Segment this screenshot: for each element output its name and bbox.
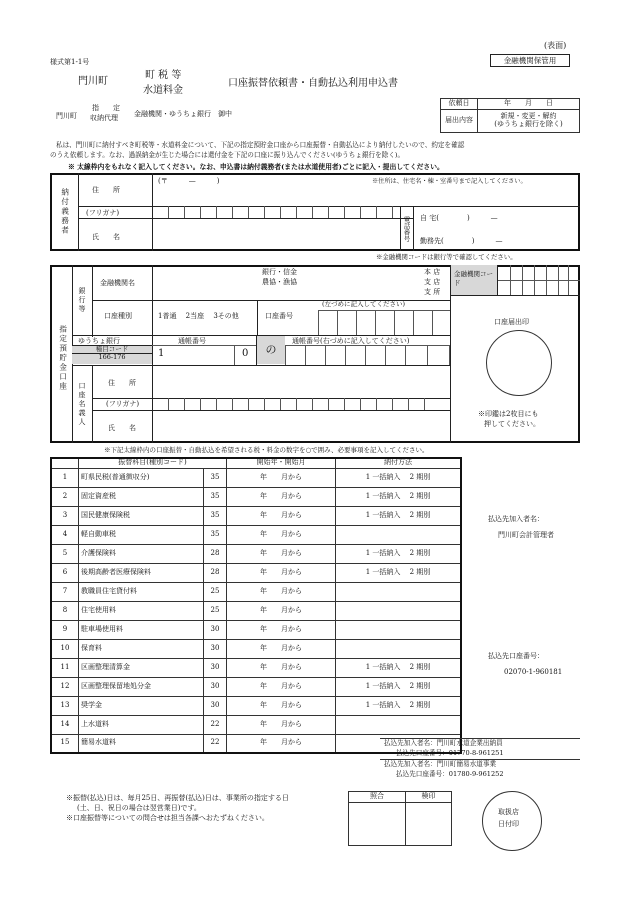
- row-no: 10: [51, 639, 79, 658]
- bank-code-note: ※金融機関コードは銀行等で確認してください。: [376, 253, 517, 261]
- row-start[interactable]: 年 月から: [227, 620, 336, 639]
- table-row: [51, 544, 461, 563]
- account-section-label: 指定預貯金口座: [58, 324, 68, 392]
- left-note: (左づめに記入してください): [322, 300, 406, 308]
- intro-line-2: のうえ依頼します。なお、過誤納金が生じた場合には還付金を下記の口座に振り込んでください(ゆうちょ銀行を除く)。: [50, 151, 405, 159]
- bank-side-label: 銀行等: [78, 286, 87, 314]
- seal-label: 口座届出印: [494, 318, 529, 326]
- row-code: 35: [204, 468, 227, 487]
- town-name: 門川町: [78, 76, 108, 87]
- yucho-right-note: 通帳番号(右づめに記入してください): [292, 337, 410, 345]
- bank-name-label: 金融機関名: [100, 279, 135, 287]
- intro-line-1: 私は、門川町に納付すべき町税等・水道料金について、下記の指定預貯金口座から口座振替・自動払込により納付したいので、約定を確認: [56, 141, 465, 149]
- bank-types-1: 銀行・信金: [262, 268, 297, 276]
- row-method[interactable]: 1 一括納入 2 期別: [336, 658, 462, 677]
- kind-code-label: 種目コード: [72, 345, 152, 354]
- payer-addr-note: ※住所は、住宅名・棟・室番号まで記入してください。: [372, 178, 527, 185]
- yucho-no-right-grid[interactable]: [285, 345, 450, 365]
- table-row: [51, 677, 461, 696]
- row-code: 30: [204, 639, 227, 658]
- row-start[interactable]: 年 月から: [227, 506, 336, 525]
- collector-role-2: 収納代理: [90, 114, 118, 122]
- row-start[interactable]: 年 月から: [227, 601, 336, 620]
- row-method: [336, 639, 462, 658]
- row-no: 9: [51, 620, 79, 639]
- table-row: [51, 525, 461, 544]
- row-start[interactable]: 年 月から: [227, 715, 336, 734]
- row-subject[interactable]: 国民健康保険税: [79, 506, 204, 525]
- row-method: [336, 601, 462, 620]
- row-start[interactable]: 年 月から: [227, 658, 336, 677]
- row-method[interactable]: 1 一括納入 2 期別: [336, 487, 462, 506]
- submit-value-1[interactable]: 新規・変更・解約: [500, 112, 557, 121]
- footer-line-1: ※振替(払込)日は、毎月25日、再振替(払込)日は、事業所の指定する日: [66, 794, 289, 802]
- check-cell[interactable]: [349, 803, 406, 846]
- seal-circle[interactable]: [486, 330, 552, 396]
- branch-2: 支 店: [424, 278, 441, 286]
- row-no: 14: [51, 715, 79, 734]
- row-subject[interactable]: 簡易水道料: [79, 734, 204, 753]
- kind-code-value: 166-176: [72, 354, 152, 364]
- row-code: 30: [204, 620, 227, 639]
- row-code: 25: [204, 601, 227, 620]
- row-code: 35: [204, 487, 227, 506]
- row-subject[interactable]: 奨学金: [79, 696, 204, 715]
- water1-acct: 払込先口座番号：01770-8-961251: [396, 749, 504, 757]
- no-char: の: [257, 336, 285, 364]
- table-row: [51, 601, 461, 620]
- row-code: 22: [204, 734, 227, 753]
- row-no: 15: [51, 734, 79, 753]
- row-start[interactable]: 年 月から: [227, 734, 336, 753]
- row-subject[interactable]: 町県民税(普通徴収分): [79, 468, 204, 487]
- yucho-no-label: 通帳番号: [178, 337, 206, 345]
- payee-label-1: 払込先加入者名：: [488, 515, 544, 523]
- inspect-label: 検印: [406, 792, 452, 803]
- row-subject[interactable]: 区画整理保留地処分金: [79, 677, 204, 696]
- table-row: [51, 658, 461, 677]
- acct-type-options[interactable]: 1普通 2当座 3その他: [158, 312, 239, 320]
- bank-stamp-1: 取扱店: [498, 808, 519, 816]
- payer-kana-label: (フリガナ): [86, 209, 120, 217]
- payer-section-label: 納付義務者: [60, 188, 70, 236]
- seal-note-2: 押してください。: [484, 420, 540, 428]
- table-row: [51, 563, 461, 582]
- row-code: 35: [204, 525, 227, 544]
- submit-label: 届出内容: [441, 110, 478, 133]
- row-no: 3: [51, 506, 79, 525]
- payee-acct-label: 払込先口座番号：: [488, 652, 544, 660]
- table-row: [51, 582, 461, 601]
- row-no: 13: [51, 696, 79, 715]
- row-no: 11: [51, 658, 79, 677]
- row-subject[interactable]: 駐車場使用料: [79, 620, 204, 639]
- main-note: ※ 太線枠内をもれなく記入してください。なお、申込書は納付義務者(または水道使用者)ごとに記入・提出してください。: [68, 163, 444, 171]
- submit-value-2: (ゆうちょ銀行を除く): [494, 120, 563, 128]
- row-code: 22: [204, 715, 227, 734]
- seal-note-1: ※印鑑は2枚目にも: [478, 410, 539, 418]
- payer-kana-grid[interactable]: [152, 206, 400, 218]
- row-no: 1: [51, 468, 79, 487]
- addressee: 金融機関・ゆうちょ銀行 御中: [134, 110, 232, 118]
- payee-name-1: 門川町会計管理者: [498, 531, 554, 539]
- row-subject[interactable]: 介護保険料: [79, 544, 204, 563]
- footer-line-2: (土、日、祝日の場合は翌営業日)です。: [70, 804, 201, 812]
- inspect-cell[interactable]: [406, 803, 452, 846]
- bank-code-label-cell: [450, 265, 498, 295]
- payer-zip[interactable]: (〒 — ): [158, 177, 220, 185]
- table-row: [51, 506, 461, 525]
- items-table: [50, 457, 462, 754]
- row-start[interactable]: 年 月から: [227, 582, 336, 601]
- water1-name: 払込先加入者名：門川町水道企業出納員: [384, 739, 503, 747]
- payer-name-label: 氏 名: [92, 233, 120, 241]
- row-subject[interactable]: 上水道料: [79, 715, 204, 734]
- acct-no-grid[interactable]: [318, 300, 450, 335]
- row-subject[interactable]: 教職員住宅貸付料: [79, 582, 204, 601]
- branch-3: 支 所: [424, 288, 441, 296]
- row-code: 35: [204, 506, 227, 525]
- row-no: 7: [51, 582, 79, 601]
- row-no: 8: [51, 601, 79, 620]
- row-no: 12: [51, 677, 79, 696]
- yucho-digit-1: 1: [158, 348, 165, 359]
- row-code: 30: [204, 658, 227, 677]
- row-no: 6: [51, 563, 79, 582]
- row-method: [336, 715, 462, 734]
- row-start[interactable]: 年 月から: [227, 639, 336, 658]
- row-start[interactable]: 年 月から: [227, 544, 336, 563]
- row-subject[interactable]: 固定資産税: [79, 487, 204, 506]
- form-number: 様式第1-1号: [50, 58, 90, 66]
- phone-home[interactable]: 自 宅( ) —: [420, 214, 498, 222]
- tax-label: 町 税 等: [145, 70, 182, 81]
- bank-code-grid[interactable]: [498, 265, 580, 295]
- phone-work[interactable]: 勤務先( ) —: [420, 237, 503, 245]
- table-note: ※下記太線枠内の口座振替・自動払込を希望される税・料金の数字を○で囲み、必要事項を記入してください。: [104, 446, 429, 454]
- row-method: [336, 582, 462, 601]
- row-code: 28: [204, 563, 227, 582]
- water2-name: 払込先加入者名：門川町簡易水道事業: [384, 760, 497, 768]
- row-method[interactable]: 1 一括納入 2 期別: [336, 677, 462, 696]
- request-date-label: 依頼日: [441, 99, 478, 110]
- row-code: 25: [204, 582, 227, 601]
- yucho-label: ゆうちょ銀行: [78, 337, 120, 345]
- row-method[interactable]: 1 一括納入 2 期別: [336, 563, 462, 582]
- holder-kana-grid[interactable]: [152, 398, 450, 410]
- row-method: [336, 525, 462, 544]
- collector-role-1: 指 定: [92, 104, 120, 112]
- row-subject[interactable]: 区画整理清算金: [79, 658, 204, 677]
- payee-acct: 02070-1-960181: [504, 668, 563, 676]
- row-subject[interactable]: 後期高齢者医療保険料: [79, 563, 204, 582]
- acct-type-label: 口座種別: [104, 312, 132, 320]
- holder-kana-label: (フリガナ): [106, 400, 140, 408]
- row-code: 28: [204, 544, 227, 563]
- phone-label: 電話番号: [402, 216, 411, 242]
- table-row: [51, 715, 461, 734]
- holder-addr-label: 住 所: [108, 379, 136, 387]
- bank-types-2: 農協・漁協: [262, 278, 297, 286]
- yucho-no-grid[interactable]: [152, 345, 256, 365]
- form-title: 口座振替依頼書・自動払込利用申込書: [228, 78, 398, 89]
- table-row: [51, 696, 461, 715]
- row-no: 2: [51, 487, 79, 506]
- row-method[interactable]: 1 一括納入 2 期別: [336, 696, 462, 715]
- branch-1: 本 店: [424, 268, 441, 276]
- header-start: 開始年・開始月: [227, 458, 336, 468]
- header-subject: 振替科目(種別コード): [79, 458, 227, 468]
- table-row: [51, 468, 461, 487]
- row-start[interactable]: 年 月から: [227, 525, 336, 544]
- row-no: 5: [51, 544, 79, 563]
- row-start[interactable]: 年 月から: [227, 696, 336, 715]
- collector-town: 門川町: [56, 112, 77, 120]
- water-label: 水道料金: [143, 85, 183, 96]
- footer-line-3: ※口座振替等についての問合せは担当各課へおたずねください。: [66, 814, 269, 822]
- page-side: (表面): [544, 41, 567, 50]
- storage-stamp: 金融機関保管用: [490, 54, 570, 67]
- check-label: 照合: [349, 792, 406, 803]
- row-method[interactable]: 1 一括納入 2 期別: [336, 544, 462, 563]
- water2-acct: 払込先口座番号：01780-9-961252: [396, 770, 504, 778]
- payer-addr-label: 住 所: [92, 186, 120, 194]
- row-method[interactable]: 1 一括納入 2 期別: [336, 468, 462, 487]
- row-method: [336, 620, 462, 639]
- table-row: [51, 487, 461, 506]
- row-code: 30: [204, 696, 227, 715]
- row-subject[interactable]: 軽自動車税: [79, 525, 204, 544]
- row-subject[interactable]: 保育料: [79, 639, 204, 658]
- table-row: [51, 620, 461, 639]
- row-start[interactable]: 年 月から: [227, 677, 336, 696]
- table-row: [51, 639, 461, 658]
- check-table: [348, 791, 452, 846]
- row-subject[interactable]: 住宅使用料: [79, 601, 204, 620]
- acct-no-label: 口座番号: [265, 312, 293, 320]
- request-date-field[interactable]: 年 月 日: [478, 99, 580, 110]
- request-info-table: [440, 98, 580, 133]
- row-code: 30: [204, 677, 227, 696]
- yucho-digit-0: 0: [242, 348, 249, 359]
- row-start[interactable]: 年 月から: [227, 563, 336, 582]
- bank-stamp-2: 日付印: [498, 820, 519, 828]
- row-method[interactable]: 1 一括納入 2 期別: [336, 506, 462, 525]
- holder-side-label: 口座名義人: [78, 381, 87, 427]
- row-start[interactable]: 年 月から: [227, 487, 336, 506]
- header-method: 納付方法: [336, 458, 462, 468]
- bank-code-label: 金融機関コード: [454, 270, 493, 288]
- holder-name-label: 氏 名: [108, 424, 136, 432]
- row-no: 4: [51, 525, 79, 544]
- row-start[interactable]: 年 月から: [227, 468, 336, 487]
